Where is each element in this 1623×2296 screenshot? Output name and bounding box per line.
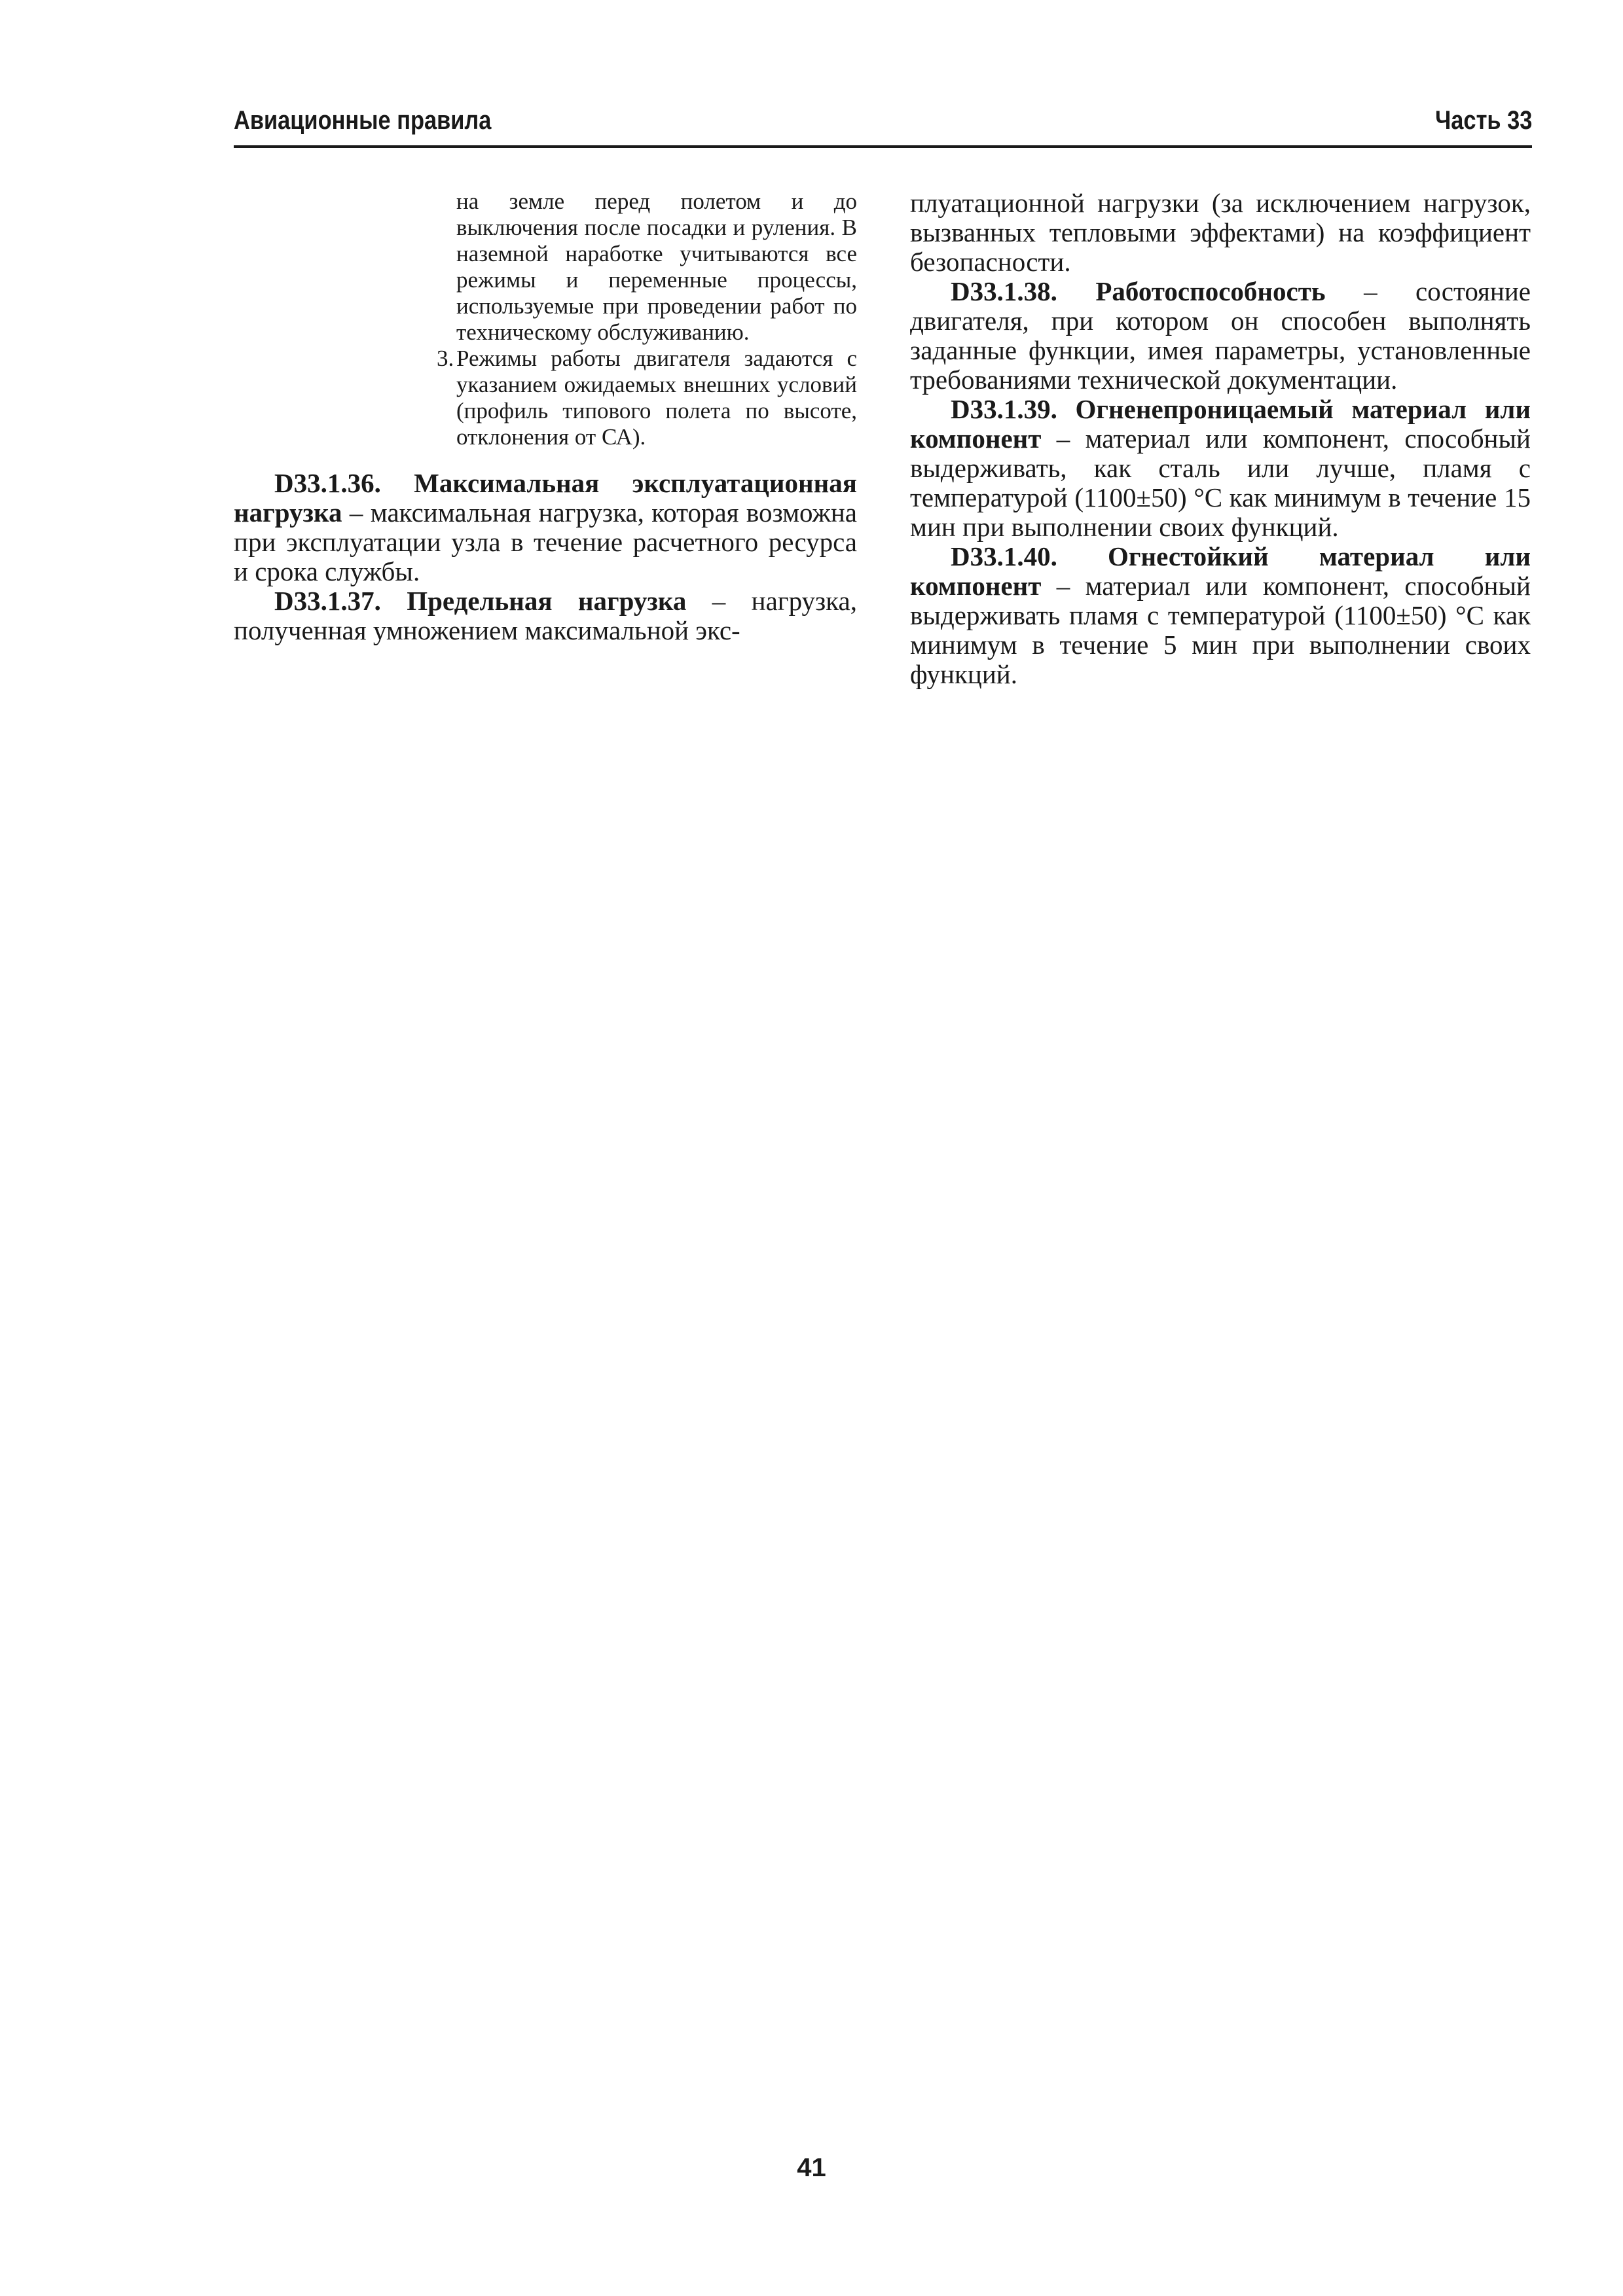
term-d33-1-37: D33.1.37. Предельная нагрузка [274, 586, 687, 616]
definition-d33-1-37 [234, 586, 857, 645]
term-d33-1-40: D33.1.40. Огнестойкий материал или компонент [910, 541, 1531, 601]
definition-d33-1-36 [234, 469, 857, 586]
definition-d33-1-40 [910, 542, 1531, 689]
definition-text: – максимальная нагрузка, которая возможна при эксплуатации узла в течение расчетного ресурса и срока службы. [234, 497, 857, 586]
term-d33-1-39: D33.1.39. Огненепроницаемый материал или компонент [910, 394, 1531, 454]
definition-text: – состояние двигателя, при котором он способен выполнять заданные функции, имея параметры, установленные требованиями технической документации. [910, 276, 1531, 395]
note-item-number: 3. [437, 346, 454, 371]
definition-d33-1-38 [910, 277, 1531, 395]
right-column [910, 188, 1531, 689]
term-d33-1-38: D33.1.38. Работоспособность [951, 276, 1326, 306]
header-title: Авиационные правила [234, 106, 492, 135]
definition-d33-1-39 [910, 395, 1531, 542]
note-continuation: на земле перед полетом и до выключения после посадки и руления. В наземной наработке учитываются все режимы и переменные процессы, используемые при проведении работ по техническому обслуживанию. [456, 188, 857, 345]
note-block [437, 188, 857, 450]
page-number: 41 [797, 2153, 826, 2182]
note-item-text: Режимы работы двигателя задаются с указанием ожидаемых внешних условий (профиль типового полета по высоте, отклонения от СА). [456, 346, 857, 450]
definition-text: – материал или компонент, способный выдерживать, как сталь или лучше, пламя с температурой (1100±50) °С как минимум в течение 15 мин при выполнении своих функций. [910, 423, 1531, 542]
running-header [234, 105, 1532, 148]
definition-text: – нагрузка, полученная умножением максимальной экс- [234, 586, 857, 645]
left-column [234, 188, 857, 645]
term-d33-1-36: D33.1.36. Максимальная эксплуатационная нагрузка [234, 468, 857, 528]
note-item-3 [437, 346, 857, 450]
definition-text: – материал или компонент, способный выдерживать пламя с температурой (1100±50) °С как минимум в течение 5 мин при выполнении своих функций. [910, 571, 1531, 689]
definition-d33-1-37-continuation: плуатационной нагрузки (за исключением нагрузок, вызванных тепловыми эффектами) на коэффициент безопасности. [910, 188, 1531, 277]
header-part: Часть 33 [1434, 106, 1532, 135]
